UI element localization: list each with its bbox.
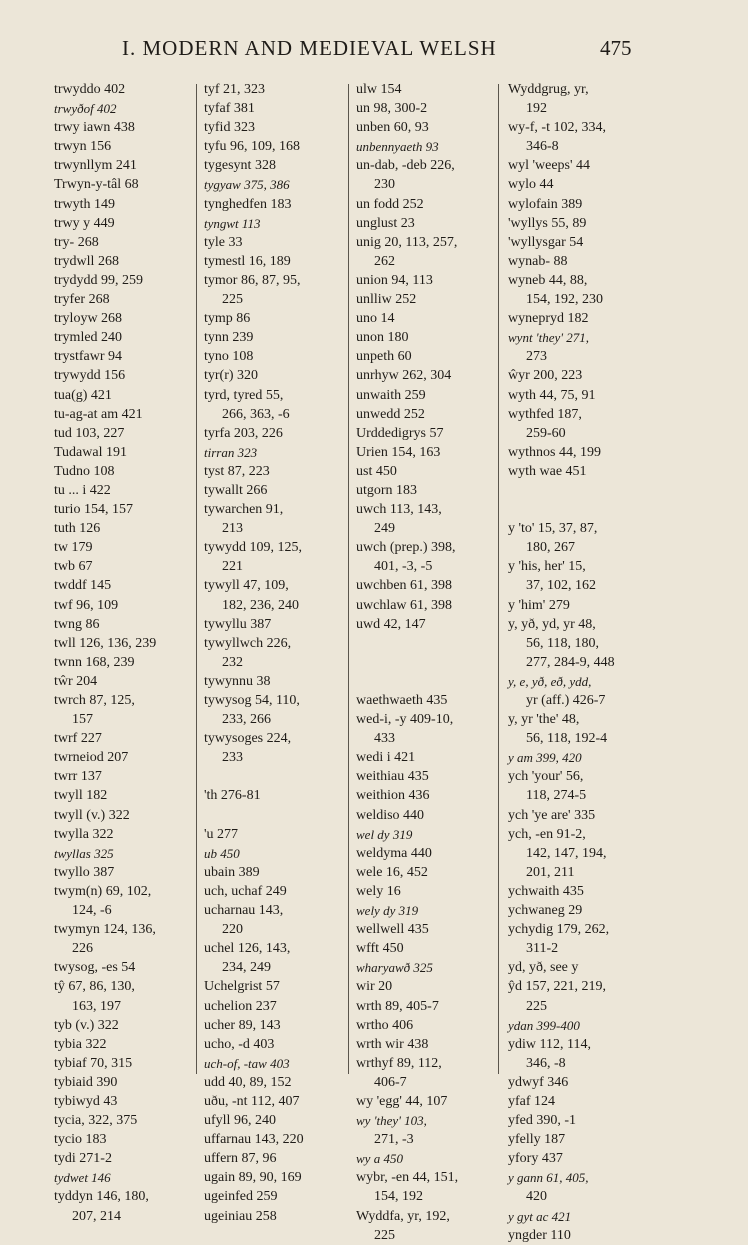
index-entry-continuation: 401, -3, -5 <box>374 559 433 575</box>
index-entry-continuation: 118, 274-5 <box>526 788 587 804</box>
index-column-4 <box>508 80 648 1245</box>
index-entry: ust 450 <box>356 463 397 479</box>
index-entry: wylofain 389 <box>508 196 583 212</box>
index-entry-continuation: 311-2 <box>526 941 559 957</box>
index-entry: twyllas 325 <box>54 845 114 861</box>
index-entry: Urddedigrys 57 <box>356 425 444 441</box>
index-entry: wynab- 88 <box>508 253 568 269</box>
index-entry-continuation: 201, 211 <box>526 864 575 880</box>
index-entry: tywydd 109, 125, <box>204 540 302 556</box>
index-entry: wellwell 435 <box>356 922 429 938</box>
index-entry: unlliw 252 <box>356 292 417 308</box>
index-spacer <box>204 806 342 825</box>
index-entry: tua(g) 421 <box>54 387 112 403</box>
index-entry: unbennyaeth 93 <box>356 139 439 155</box>
index-entry-continuation: 56, 118, 192-4 <box>526 731 608 747</box>
index-entry: wyneb 44, 88, <box>508 272 588 288</box>
index-entry: waethwaeth 435 <box>356 693 448 708</box>
index-entry: tu-ag-at am 421 <box>54 406 143 422</box>
index-entry: Wyddfa, yr, 192, <box>356 1208 450 1224</box>
index-entry: y 'him' 279 <box>508 597 570 613</box>
index-entry: tryloyw 268 <box>54 311 123 327</box>
index-entry: y, yr 'the' 48, <box>508 712 580 728</box>
index-entry: twyll 182 <box>54 788 108 804</box>
index-entry-continuation: 225 <box>526 998 547 1014</box>
index-entry: unig 20, 113, 257, <box>356 234 458 250</box>
index-entry: wy a 450 <box>356 1151 403 1167</box>
index-entry: tud 103, 227 <box>54 425 125 441</box>
index-entry: y 'to' 15, 37, 87, <box>508 521 598 537</box>
index-entry-continuation: 230 <box>374 177 395 193</box>
index-entry: twysog, -es 54 <box>54 960 136 976</box>
index-entry: un 98, 300-2 <box>356 101 428 117</box>
index-entry: uwchben 61, 398 <box>356 578 453 594</box>
column-rule <box>196 84 197 1074</box>
column-rule <box>498 84 499 1074</box>
index-entry: tyb (v.) 322 <box>54 1017 119 1033</box>
index-entry: twyllo 387 <box>54 864 115 880</box>
index-entry: un-dab, -deb 226, <box>356 158 455 174</box>
index-entry-continuation: 180, 267 <box>526 540 575 556</box>
index-entry-continuation: 249 <box>374 521 395 537</box>
index-entry: ych 'ye are' 335 <box>508 807 596 823</box>
index-entry: ydan 399-400 <box>508 1017 580 1033</box>
index-entry: try- 268 <box>54 234 99 250</box>
index-entry-continuation: 157 <box>72 712 93 728</box>
index-entry: wyl 'weeps' 44 <box>508 158 591 174</box>
index-column-2 <box>204 80 342 1226</box>
index-entry: tybiaid 390 <box>54 1074 118 1090</box>
index-entry: unben 60, 93 <box>356 120 429 136</box>
index-entry: utgorn 183 <box>356 482 418 498</box>
index-entry-continuation: 233, 266 <box>222 712 271 728</box>
index-entry: trwyðof 402 <box>54 101 117 117</box>
index-entry: wed-i, -y 409-10, <box>356 712 454 728</box>
index-entry: ych, -en 91-2, <box>508 826 586 842</box>
index-entry: tywyllu 387 <box>204 616 272 632</box>
index-entry: wrtho 406 <box>356 1017 414 1033</box>
index-entry: ucho, -d 403 <box>204 1036 275 1052</box>
index-entry: weithion 436 <box>356 788 430 804</box>
index-entry: tyr(r) 320 <box>204 368 259 384</box>
index-entry: tywarchen 91, <box>204 502 284 518</box>
index-entry: ych 'your' 56, <box>508 769 584 785</box>
index-entry: y am 399, 420 <box>508 750 582 766</box>
index-entry: y, yð, yd, yr 48, <box>508 616 596 632</box>
running-title: I. MODERN AND MEDIEVAL WELSH <box>122 36 497 60</box>
index-entry: uwch 113, 143, <box>356 502 442 518</box>
index-entry: 'u 277 <box>204 826 239 842</box>
index-entry-continuation: 56, 118, 180, <box>526 635 599 651</box>
index-entry: wrth 89, 405-7 <box>356 998 439 1014</box>
index-entry: yngder 110 <box>508 1227 571 1243</box>
index-spacer <box>356 653 494 672</box>
index-entry: Wyddgrug, yr, <box>508 82 589 97</box>
index-entry: trywydd 156 <box>54 368 126 384</box>
index-entry: tycio 183 <box>54 1132 107 1148</box>
index-entry: y gann 61, 405, <box>508 1170 589 1186</box>
index-entry: unwedd 252 <box>356 406 425 422</box>
index-entry: ychydig 179, 262, <box>508 922 610 938</box>
index-entry-continuation: 271, -3 <box>374 1132 414 1148</box>
index-entry: wely 16 <box>356 883 401 899</box>
index-entry: 'wyllysgar 54 <box>508 234 584 250</box>
index-entry-continuation: 192 <box>526 101 547 117</box>
index-entry: trymled 240 <box>54 330 123 346</box>
index-entry: tydwet 146 <box>54 1170 111 1186</box>
index-entry: tywallt 266 <box>204 482 268 498</box>
index-entry: Urien 154, 163 <box>356 444 441 460</box>
index-entry-continuation: 273 <box>526 349 547 365</box>
index-entry: tynn 239 <box>204 330 254 346</box>
index-entry-continuation: 142, 147, 194, <box>526 845 607 861</box>
index-entry: wrthyf 89, 112, <box>356 1055 442 1071</box>
index-entry: tynghedfen 183 <box>204 196 292 212</box>
index-entry: Tudawal 191 <box>54 444 127 460</box>
index-entry: unrhyw 262, 304 <box>356 368 452 384</box>
index-entry: tymor 86, 87, 95, <box>204 272 301 288</box>
index-entry: ucharnau 143, <box>204 903 284 919</box>
index-entry: uch-of, -taw 403 <box>204 1055 290 1071</box>
index-entry-continuation: 420 <box>526 1189 547 1205</box>
index-entry-continuation: 234, 249 <box>222 960 271 976</box>
index-entry: ub 450 <box>204 845 240 861</box>
index-entry: wel dy 319 <box>356 826 413 842</box>
index-entry: tryfer 268 <box>54 292 110 308</box>
index-entry: ugain 89, 90, 169 <box>204 1170 302 1186</box>
index-entry: twll 126, 136, 239 <box>54 635 157 651</box>
index-entry: wyth 44, 75, 91 <box>508 387 596 403</box>
index-entry: uffern 87, 96 <box>204 1151 277 1167</box>
index-entry: tywyllwch 226, <box>204 635 292 651</box>
index-entry: udd 40, 89, 152 <box>204 1074 292 1090</box>
index-entry-continuation: 154, 192 <box>374 1189 423 1205</box>
index-entry: trwy iawn 438 <box>54 120 135 136</box>
index-entry: weithiau 435 <box>356 769 429 785</box>
index-entry: twymyn 124, 136, <box>54 922 156 938</box>
index-entry: ulw 154 <box>356 82 402 97</box>
index-entry: trydydd 99, 259 <box>54 272 144 288</box>
index-entry: union 94, 113 <box>356 272 433 288</box>
index-entry: tuth 126 <box>54 521 101 537</box>
index-entry-continuation: 154, 192, 230 <box>526 292 603 308</box>
index-entry: trwyddo 402 <box>54 82 126 97</box>
index-entry: unon 180 <box>356 330 409 346</box>
index-entry: trwy y 449 <box>54 215 115 231</box>
index-entry-continuation: 266, 363, -6 <box>222 406 290 422</box>
index-entry-continuation: 259-60 <box>526 425 566 441</box>
index-entry: uwch (prep.) 398, <box>356 540 456 556</box>
index-entry: tŷ 67, 86, 130, <box>54 979 135 995</box>
index-entry: wy 'they' 103, <box>356 1113 427 1129</box>
index-entry-continuation: 37, 102, 162 <box>526 578 596 594</box>
index-entry: twyll (v.) 322 <box>54 807 130 823</box>
index-entry: ŷd 157, 221, 219, <box>508 979 606 995</box>
index-spacer <box>508 481 648 500</box>
index-entry: tydi 271-2 <box>54 1151 112 1167</box>
index-entry-continuation: 262 <box>374 253 395 269</box>
index-entry: tyle 33 <box>204 234 243 250</box>
index-entry: ŵyr 200, 223 <box>508 368 583 384</box>
index-entry: wfft 450 <box>356 941 404 957</box>
index-entry: wylo 44 <box>508 177 554 193</box>
page-number: 475 <box>600 36 632 60</box>
index-entry-continuation: 220 <box>222 922 243 938</box>
index-entry: trwynllym 241 <box>54 158 137 174</box>
index-entry: wynepryd 182 <box>508 311 589 327</box>
index-entry: tyfaf 381 <box>204 101 255 117</box>
index-entry: yfory 437 <box>508 1151 563 1167</box>
index-entry: 'th 276-81 <box>204 788 261 804</box>
index-entry: wele 16, 452 <box>356 864 428 880</box>
index-entry: tygesynt 328 <box>204 158 276 174</box>
index-entry: uwchlaw 61, 398 <box>356 597 453 613</box>
index-entry: wy 'egg' 44, 107 <box>356 1093 448 1109</box>
index-entry: uwd 42, 147 <box>356 616 426 632</box>
index-entry: wy-f, -t 102, 334, <box>508 120 606 136</box>
index-entry: trydwll 268 <box>54 253 119 269</box>
index-entry: wir 20 <box>356 979 393 995</box>
index-entry: yd, yð, see y <box>508 960 579 976</box>
index-entry: trystfawr 94 <box>54 349 123 365</box>
index-entry: 'wyllys 55, 89 <box>508 215 587 231</box>
index-entry-continuation: 221 <box>222 559 243 575</box>
index-entry: uðu, -nt 112, 407 <box>204 1093 300 1109</box>
index-entry-continuation: 406-7 <box>374 1074 407 1090</box>
index-entry: Trwyn-y-tâl 68 <box>54 177 139 193</box>
index-entry: Uchelgrist 57 <box>204 979 280 995</box>
index-entry: turio 154, 157 <box>54 502 133 518</box>
index-entry: yfed 390, -1 <box>508 1113 577 1129</box>
index-entry: tyddyn 146, 180, <box>54 1189 149 1205</box>
index-entry-continuation: 225 <box>374 1227 395 1243</box>
index-entry: wybr, -en 44, 151, <box>356 1170 459 1186</box>
index-entry: ydiw 112, 114, <box>508 1036 591 1052</box>
index-column-1 <box>54 80 189 1226</box>
index-entry: twng 86 <box>54 616 100 632</box>
column-rule <box>348 84 349 1074</box>
index-entry: wrth wir 438 <box>356 1036 429 1052</box>
index-entry: uffarnau 143, 220 <box>204 1132 304 1148</box>
index-entry: tybiaf 70, 315 <box>54 1055 133 1071</box>
index-entry: tycia, 322, 375 <box>54 1113 138 1129</box>
index-entry-continuation: 124, -6 <box>72 903 112 919</box>
index-entry: tyfid 323 <box>204 120 255 136</box>
index-entry: twf 96, 109 <box>54 597 119 613</box>
index-entry: trwyn 156 <box>54 139 112 155</box>
index-entry: twrch 87, 125, <box>54 693 135 708</box>
index-entry: twrf 227 <box>54 731 102 747</box>
index-entry: weldyma 440 <box>356 845 432 861</box>
index-entry: yfelly 187 <box>508 1132 566 1148</box>
index-entry: y gyt ac 421 <box>508 1208 572 1224</box>
index-entry: uchelion 237 <box>204 998 277 1014</box>
index-entry: twb 67 <box>54 559 93 575</box>
index-entry: trwyth 149 <box>54 196 116 212</box>
index-entry: ugeinfed 259 <box>204 1189 278 1205</box>
index-entry-continuation: 277, 284-9, 448 <box>526 654 615 670</box>
index-entry: wythnos 44, 199 <box>508 444 601 460</box>
index-entry: Tudno 108 <box>54 463 115 479</box>
index-entry: tyfu 96, 109, 168 <box>204 139 301 155</box>
index-spacer <box>356 634 494 653</box>
index-entry-continuation: 232 <box>222 654 243 670</box>
index-entry: ychwaith 435 <box>508 883 584 899</box>
index-entry: wynt 'they' 271, <box>508 330 590 346</box>
index-entry-continuation: yr (aff.) 426-7 <box>526 693 606 708</box>
index-entry: tymestl 16, 189 <box>204 253 291 269</box>
index-entry: tybia 322 <box>54 1036 107 1052</box>
index-entry-continuation: 182, 236, 240 <box>222 597 299 613</box>
index-entry: ychwaneg 29 <box>508 903 583 919</box>
index-entry: tyrd, tyred 55, <box>204 387 284 403</box>
index-entry: tybiwyd 43 <box>54 1093 118 1109</box>
index-entry: twrr 137 <box>54 769 102 785</box>
index-entry: tyst 87, 223 <box>204 463 270 479</box>
index-entry: twylla 322 <box>54 826 114 842</box>
index-entry: tywynnu 38 <box>204 673 271 689</box>
index-entry: wharyawð 325 <box>356 960 433 976</box>
index-entry: tyno 108 <box>204 349 254 365</box>
index-entry: tygyaw 375, 386 <box>204 177 290 193</box>
index-entry: ugeiniau 258 <box>204 1208 277 1224</box>
index-entry: twnn 168, 239 <box>54 654 135 670</box>
index-entry-continuation: 346, -8 <box>526 1055 566 1071</box>
index-entry: tyf 21, 323 <box>204 82 266 97</box>
index-entry: tyrfa 203, 226 <box>204 425 283 441</box>
index-entry: tŵr 204 <box>54 673 98 689</box>
index-entry: wyth wae 451 <box>508 463 587 479</box>
index-entry-continuation: 346-8 <box>526 139 559 155</box>
index-entry: unwaith 259 <box>356 387 426 403</box>
index-entry: twym(n) 69, 102, <box>54 883 152 899</box>
index-entry: un fodd 252 <box>356 196 424 212</box>
index-spacer <box>508 500 648 519</box>
index-entry: y, e, yð, eð, ydd, <box>508 673 592 689</box>
index-entry: tw 179 <box>54 540 93 556</box>
index-entry: ubain 389 <box>204 864 260 880</box>
index-entry: ydwyf 346 <box>508 1074 569 1090</box>
index-entry: tyngwt 113 <box>204 215 261 231</box>
index-entry: unglust 23 <box>356 215 415 231</box>
index-entry: tywysoges 224, <box>204 731 292 747</box>
index-entry: tymp 86 <box>204 311 251 327</box>
index-entry-continuation: 207, 214 <box>72 1208 121 1224</box>
index-entry-continuation: 233 <box>222 750 243 766</box>
index-entry: ucher 89, 143 <box>204 1017 281 1033</box>
index-entry-continuation: 225 <box>222 292 243 308</box>
index-entry: uchel 126, 143, <box>204 941 291 957</box>
index-entry-continuation: 433 <box>374 731 395 747</box>
index-entry: uno 14 <box>356 311 395 327</box>
index-entry: tu ... i 422 <box>54 482 111 498</box>
index-entry: twddf 145 <box>54 578 112 594</box>
index-entry: uch, uchaf 249 <box>204 883 287 899</box>
index-entry: y 'his, her' 15, <box>508 559 586 575</box>
index-column-3 <box>356 80 494 1245</box>
index-entry-continuation: 213 <box>222 521 243 537</box>
index-entry: yfaf 124 <box>508 1093 556 1109</box>
index-entry: twrneiod 207 <box>54 750 129 766</box>
index-entry: tirran 323 <box>204 444 258 460</box>
index-entry: wythfed 187, <box>508 406 582 422</box>
index-spacer <box>204 767 342 786</box>
index-entry-continuation: 163, 197 <box>72 998 121 1014</box>
index-entry: tywysog 54, 110, <box>204 693 300 708</box>
index-entry-continuation: 226 <box>72 941 93 957</box>
index-entry: wely dy 319 <box>356 903 419 919</box>
index-spacer <box>356 672 494 691</box>
index-entry: weldiso 440 <box>356 807 425 823</box>
index-entry: tywyll 47, 109, <box>204 578 289 594</box>
index-entry: wedi i 421 <box>356 750 416 766</box>
index-entry: unpeth 60 <box>356 349 412 365</box>
page-header <box>0 34 748 64</box>
index-entry: ufyll 96, 240 <box>204 1113 276 1129</box>
